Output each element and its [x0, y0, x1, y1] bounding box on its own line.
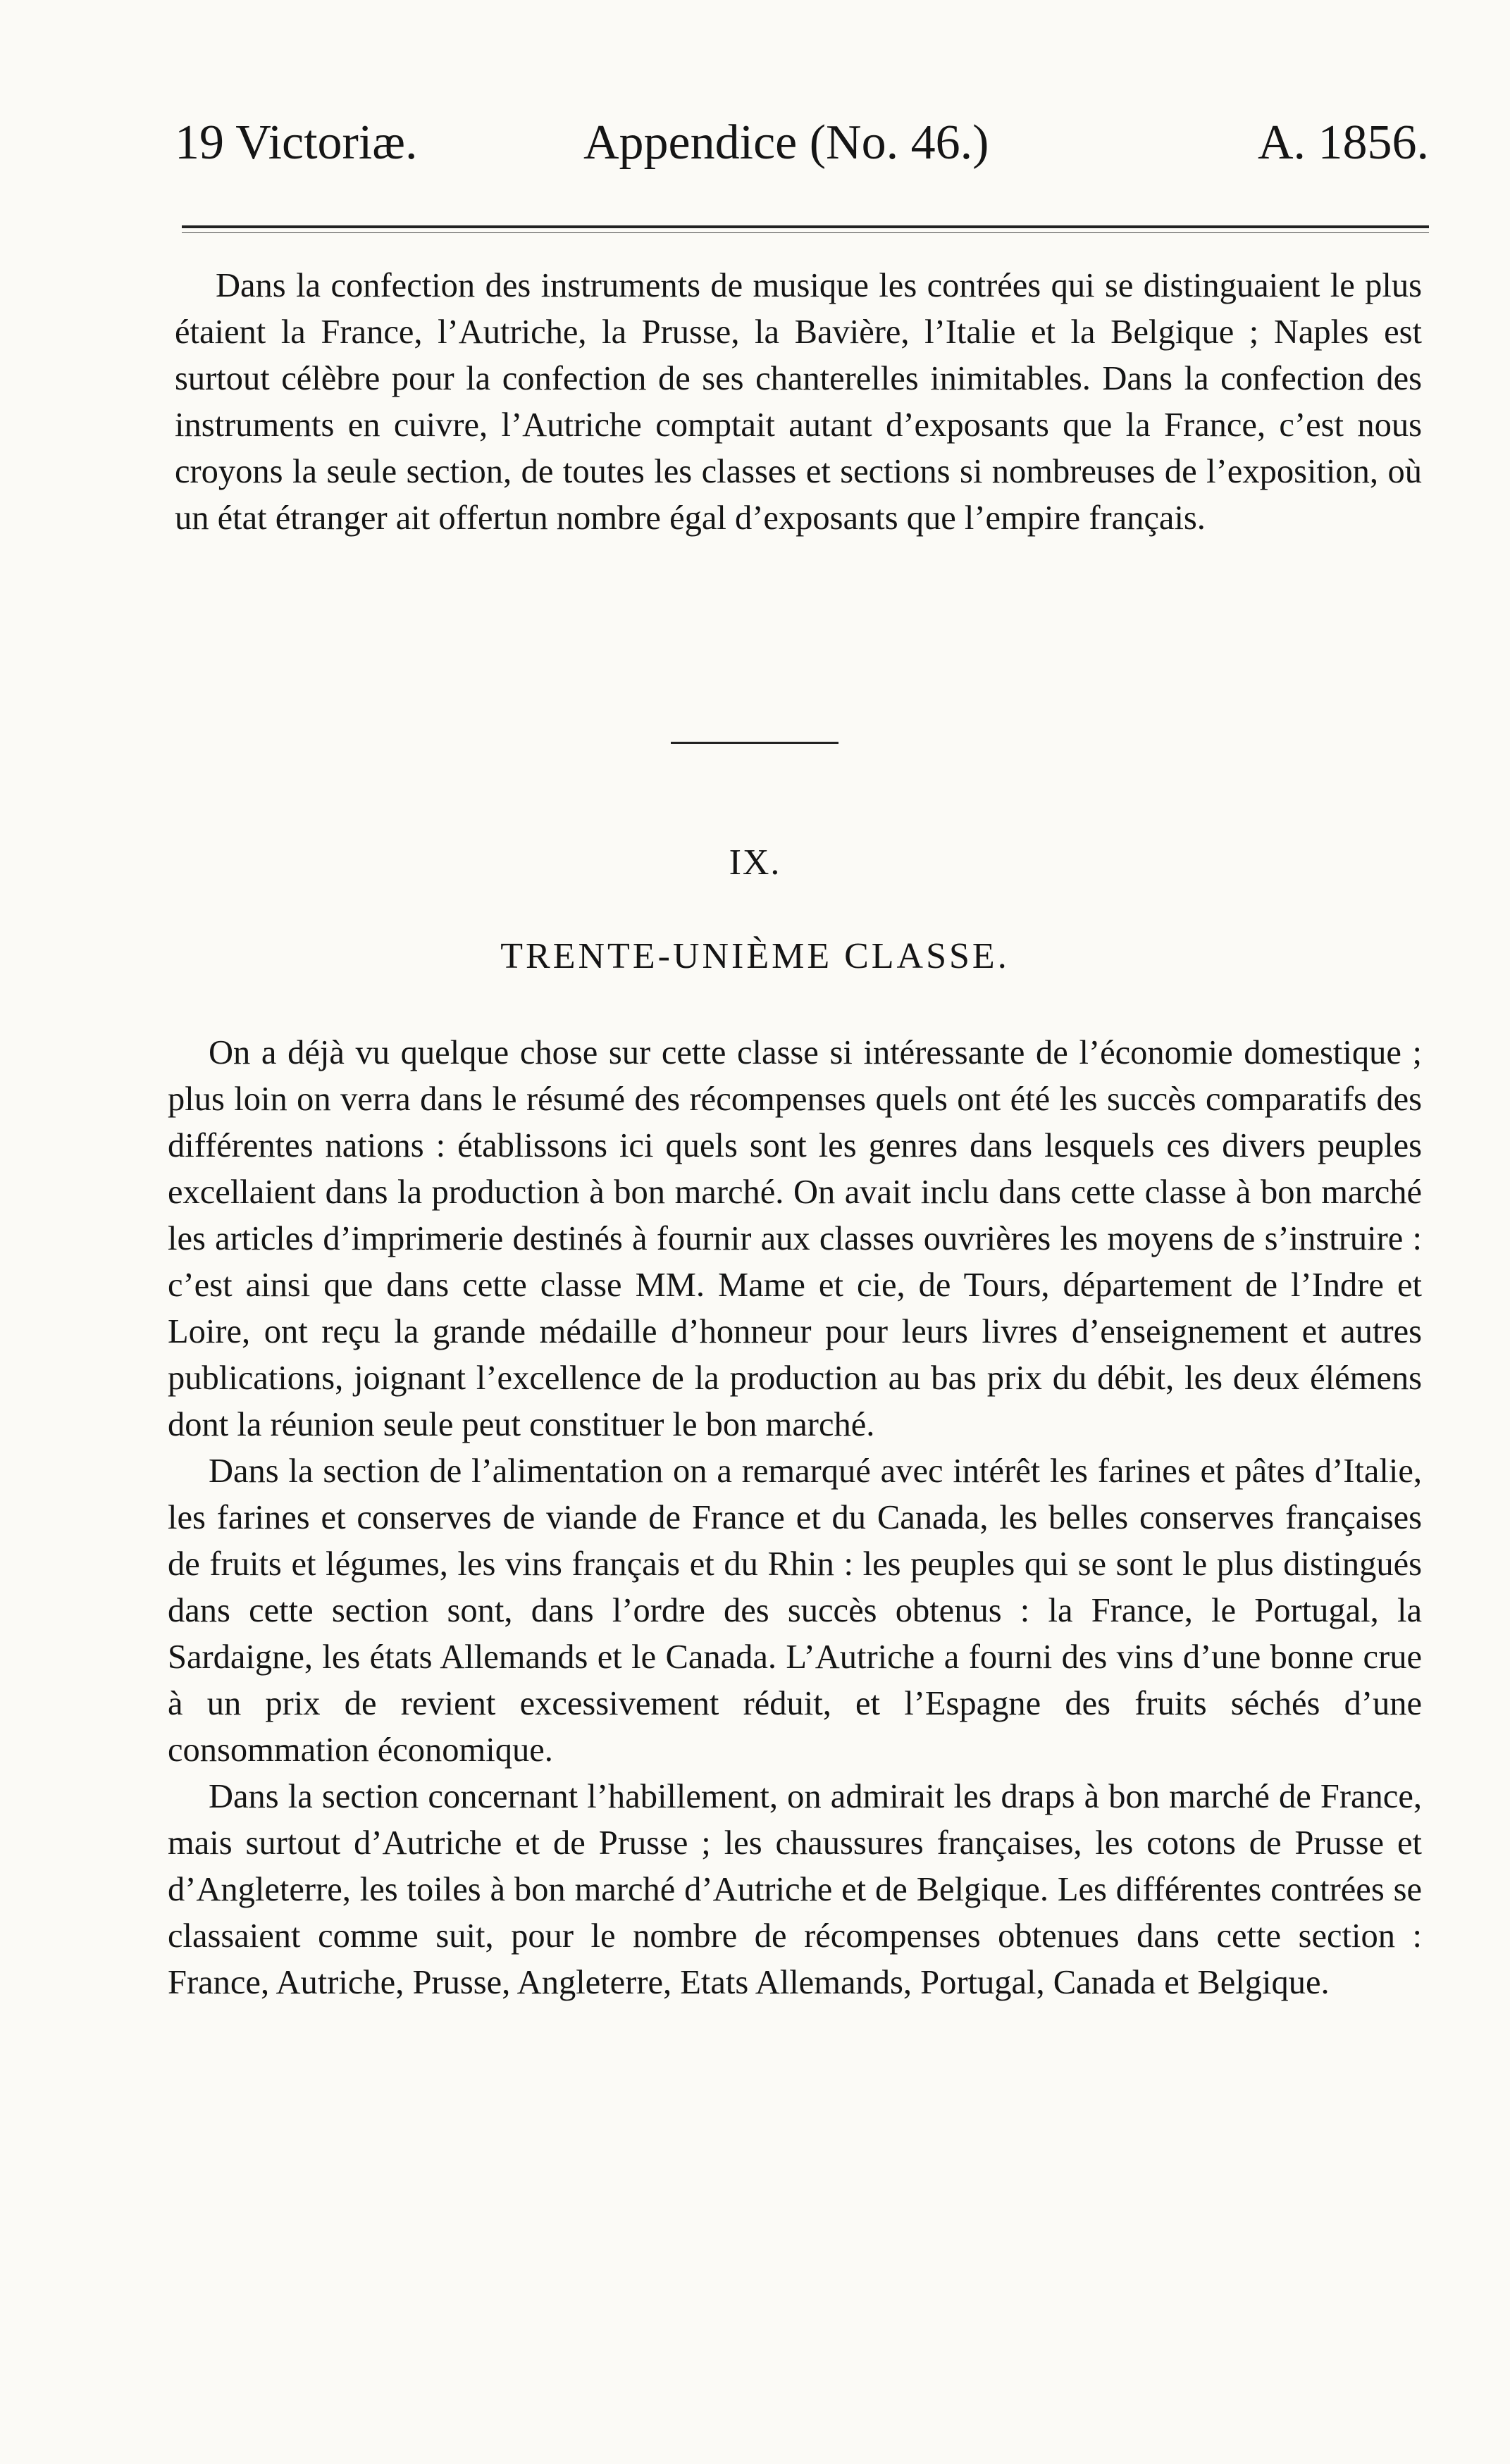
section-text-block [168, 1030, 1422, 2006]
section-number: IX. [729, 842, 781, 883]
section-paragraph-2: Dans la section de l’alimentation on a remarqué avec intérêt les farines et pâtes d’Italie, les farines et conserves de viande de France et du Canada, les belles conserves françaises de fruits et légumes, les vins français et du Rhin : les peuples qui se sont le plus distingués dans cette section sont, dans l’ordre des succès obtenus : la France, le Portugal, la Sardaigne, les états Allemands et le Canada. L’Autriche a fourni des vins d’une bonne crue à un prix de revient excessivement réduit, et l’Espagne des fruits séchés d’une consommation économique. [168, 1452, 1422, 1769]
header-regnal-year: 19 Victoriæ. [175, 116, 418, 170]
header-appendix-number: Appendice (No. 46.) [583, 116, 989, 170]
intro-paragraph: Dans la confection des instruments de musique les contrées qui se distinguaient le plus étaient la France, l’Autriche, la Prusse, la Bavière, l’Italie et la Belgique ; Naples est surtout célèbre pour la confection de ses chanterelles inimitables. Dans la confection des instruments en cuivre, l’Autriche comptait autant d’exposants que la France, c’est nous croyons la seule section, de toutes les classes et sections si nombreuses de l’exposition, où un état étranger ait offertun nombre égal d’exposants que l’empire français. [175, 267, 1422, 537]
header-year: A. 1856. [1257, 116, 1429, 170]
section-title: TRENTE-UNIÈME CLASSE. [500, 936, 1010, 976]
section-separator-rule [671, 742, 838, 744]
header-rule-thin [182, 232, 1429, 233]
header-rule [182, 225, 1429, 228]
section-paragraph-3: Dans la section concernant l’habillement, on admirait les draps à bon marché de France, mais surtout d’Autriche et de Prusse ; les chaussures françaises, les cotons de Prusse et d’Angleterre, les toiles à bon marché d’Autriche et de Belgique. Les différentes contrées se classaient comme suit, pour le nombre de récompenses obtenues dans cette section : France, Autriche, Prusse, Angleterre, Etats Allemands, Portugal, Canada et Belgique. [168, 1778, 1422, 2001]
section-paragraph-1: On a déjà vu quelque chose sur cette classe si intéressante de l’économie domestique ; plus loin on verra dans le résumé des récompenses quels ont été les succès comparatifs des différentes nations : établissons ici quels sont les genres dans lesquels ces divers peuples excellaient dans la production à bon marché. On avait inclu dans cette classe à bon marché les articles d’imprimerie destinés à fournir aux classes ouvrières les moyens de s’instruire : c’est ainsi que dans cette classe MM. Mame et cie, de Tours, département de l’Indre et Loire, ont reçu la grande médaille d’honneur pour leurs livres d’enseignement et autres publications, joignant l’excellence de la production au bas prix du débit, les deux élémens dont la réunion seule peut constituer le bon marché. [168, 1034, 1422, 1443]
intro-text-block [175, 263, 1422, 542]
running-header [175, 111, 1429, 175]
